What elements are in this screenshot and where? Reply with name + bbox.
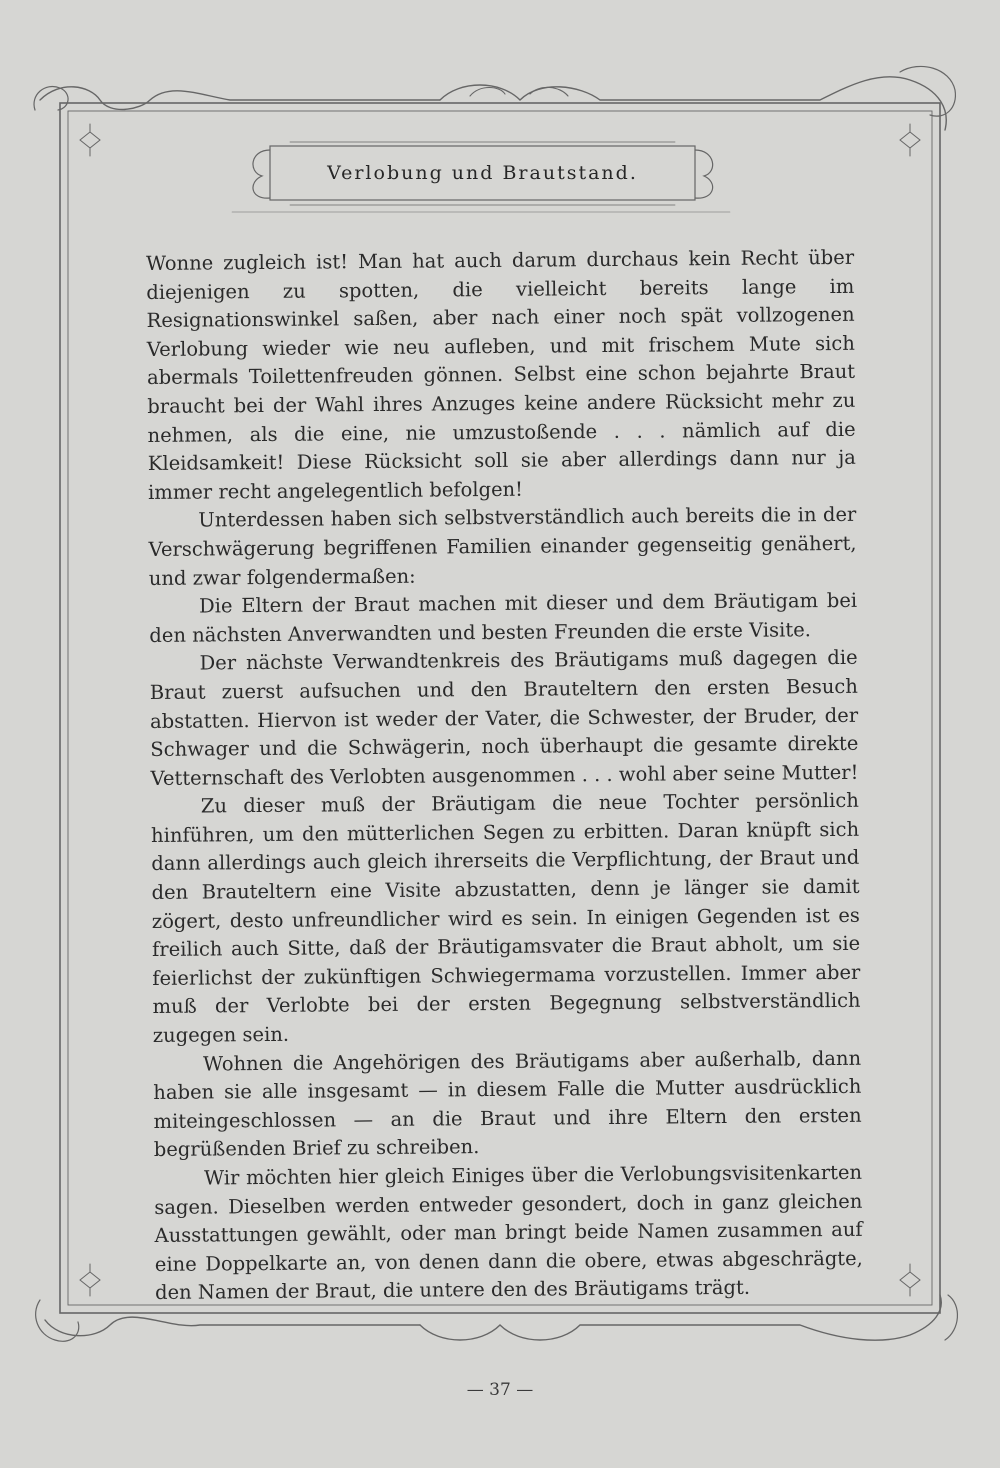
paragraph: Zu dieser muß der Bräutigam die neue Tochter persönlich hinführen, um den mütterlichen Segen zu erbitten. Daran knüpft sich dann allerdings auch gleich ihrerseits die Verpflichtung, der Braut und den Brauteltern eine Visite abzustatten, denn je länger sie damit zögert, desto unfreundlicher wird es sein. In einigen Gegenden ist es freilich auch Sitte, daß der Bräutigamsvater die Braut abholt, um sie feierlichst der zukünftigen Schwiegermama vorzustellen. Immer aber muß der Verlobte bei der ersten Begegnung selbstverständlich zugegen sein. (151, 789, 861, 1048)
body-text (146, 244, 863, 1308)
chapter-heading: Verlobung und Brautstand. (327, 162, 638, 184)
page-number: — 37 — (466, 1380, 534, 1400)
paragraph: Die Eltern der Braut machen mit dieser und dem Bräutigam bei den nächsten Anverwandten und besten Freunden die erste Visite. (149, 588, 858, 647)
paragraph: Unterdessen haben sich selbstverständlich auch bereits die in der Verschwägerung begriffenen Familien einander gegenseitig genähert, und zwar folgendermaßen: (148, 503, 857, 590)
paragraph: Wohnen die Angehörigen des Bräutigams aber außerhalb, dann haben sie alle insgesamt — in diesem Falle die Mutter ausdrücklich miteingeschlossen — an die Braut und ihre Eltern den ersten begrüßenden Brief zu schreiben. (153, 1046, 862, 1162)
chapter-heading-box (270, 146, 695, 200)
paragraph: Wonne zugleich ist! Man hat auch darum durchaus kein Recht über diejenigen zu spotten, die vielleicht bereits lange im Resignationswinkel saßen, aber nach einer noch spät vollzogenen Verlobung wieder wie neu aufleben, und mit frischem Mute sich abermals Toilettenfreuden gönnen. Selbst eine schon bejahrte Braut braucht bei der Wahl ihres Anzuges keine andere Rücksicht mehr zu nehmen, als die eine, nie umzustoßende . . . nämlich auf die Kleidsamkeit! Diese Rücksicht soll sie aber allerdings dann nur ja immer recht angelegentlich befolgen! (146, 245, 856, 504)
paragraph: Wir möchten hier gleich Einiges über die Verlobungsvisitenkarten sagen. Dieselben werden entweder gesondert, doch in ganz gleichen Ausstattungen gewählt, oder man bringt beide Namen zusammen auf eine Doppelkarte an, von denen dann die obere, etwas abgeschrägte, den Namen der Braut, die untere den des Bräutigams trägt. (154, 1160, 863, 1305)
paragraph: Der nächste Verwandtenkreis des Bräutigams muß dagegen die Braut zuerst aufsuchen und den Brauteltern den ersten Besuch abstatten. Hiervon ist weder der Vater, die Schwester, der Bruder, der Schwager und die Schwägerin, noch überhaupt die gesamte direkte Vetternschaft des Verlobten ausgenommen . . . wohl aber seine Mutter! (149, 646, 859, 790)
